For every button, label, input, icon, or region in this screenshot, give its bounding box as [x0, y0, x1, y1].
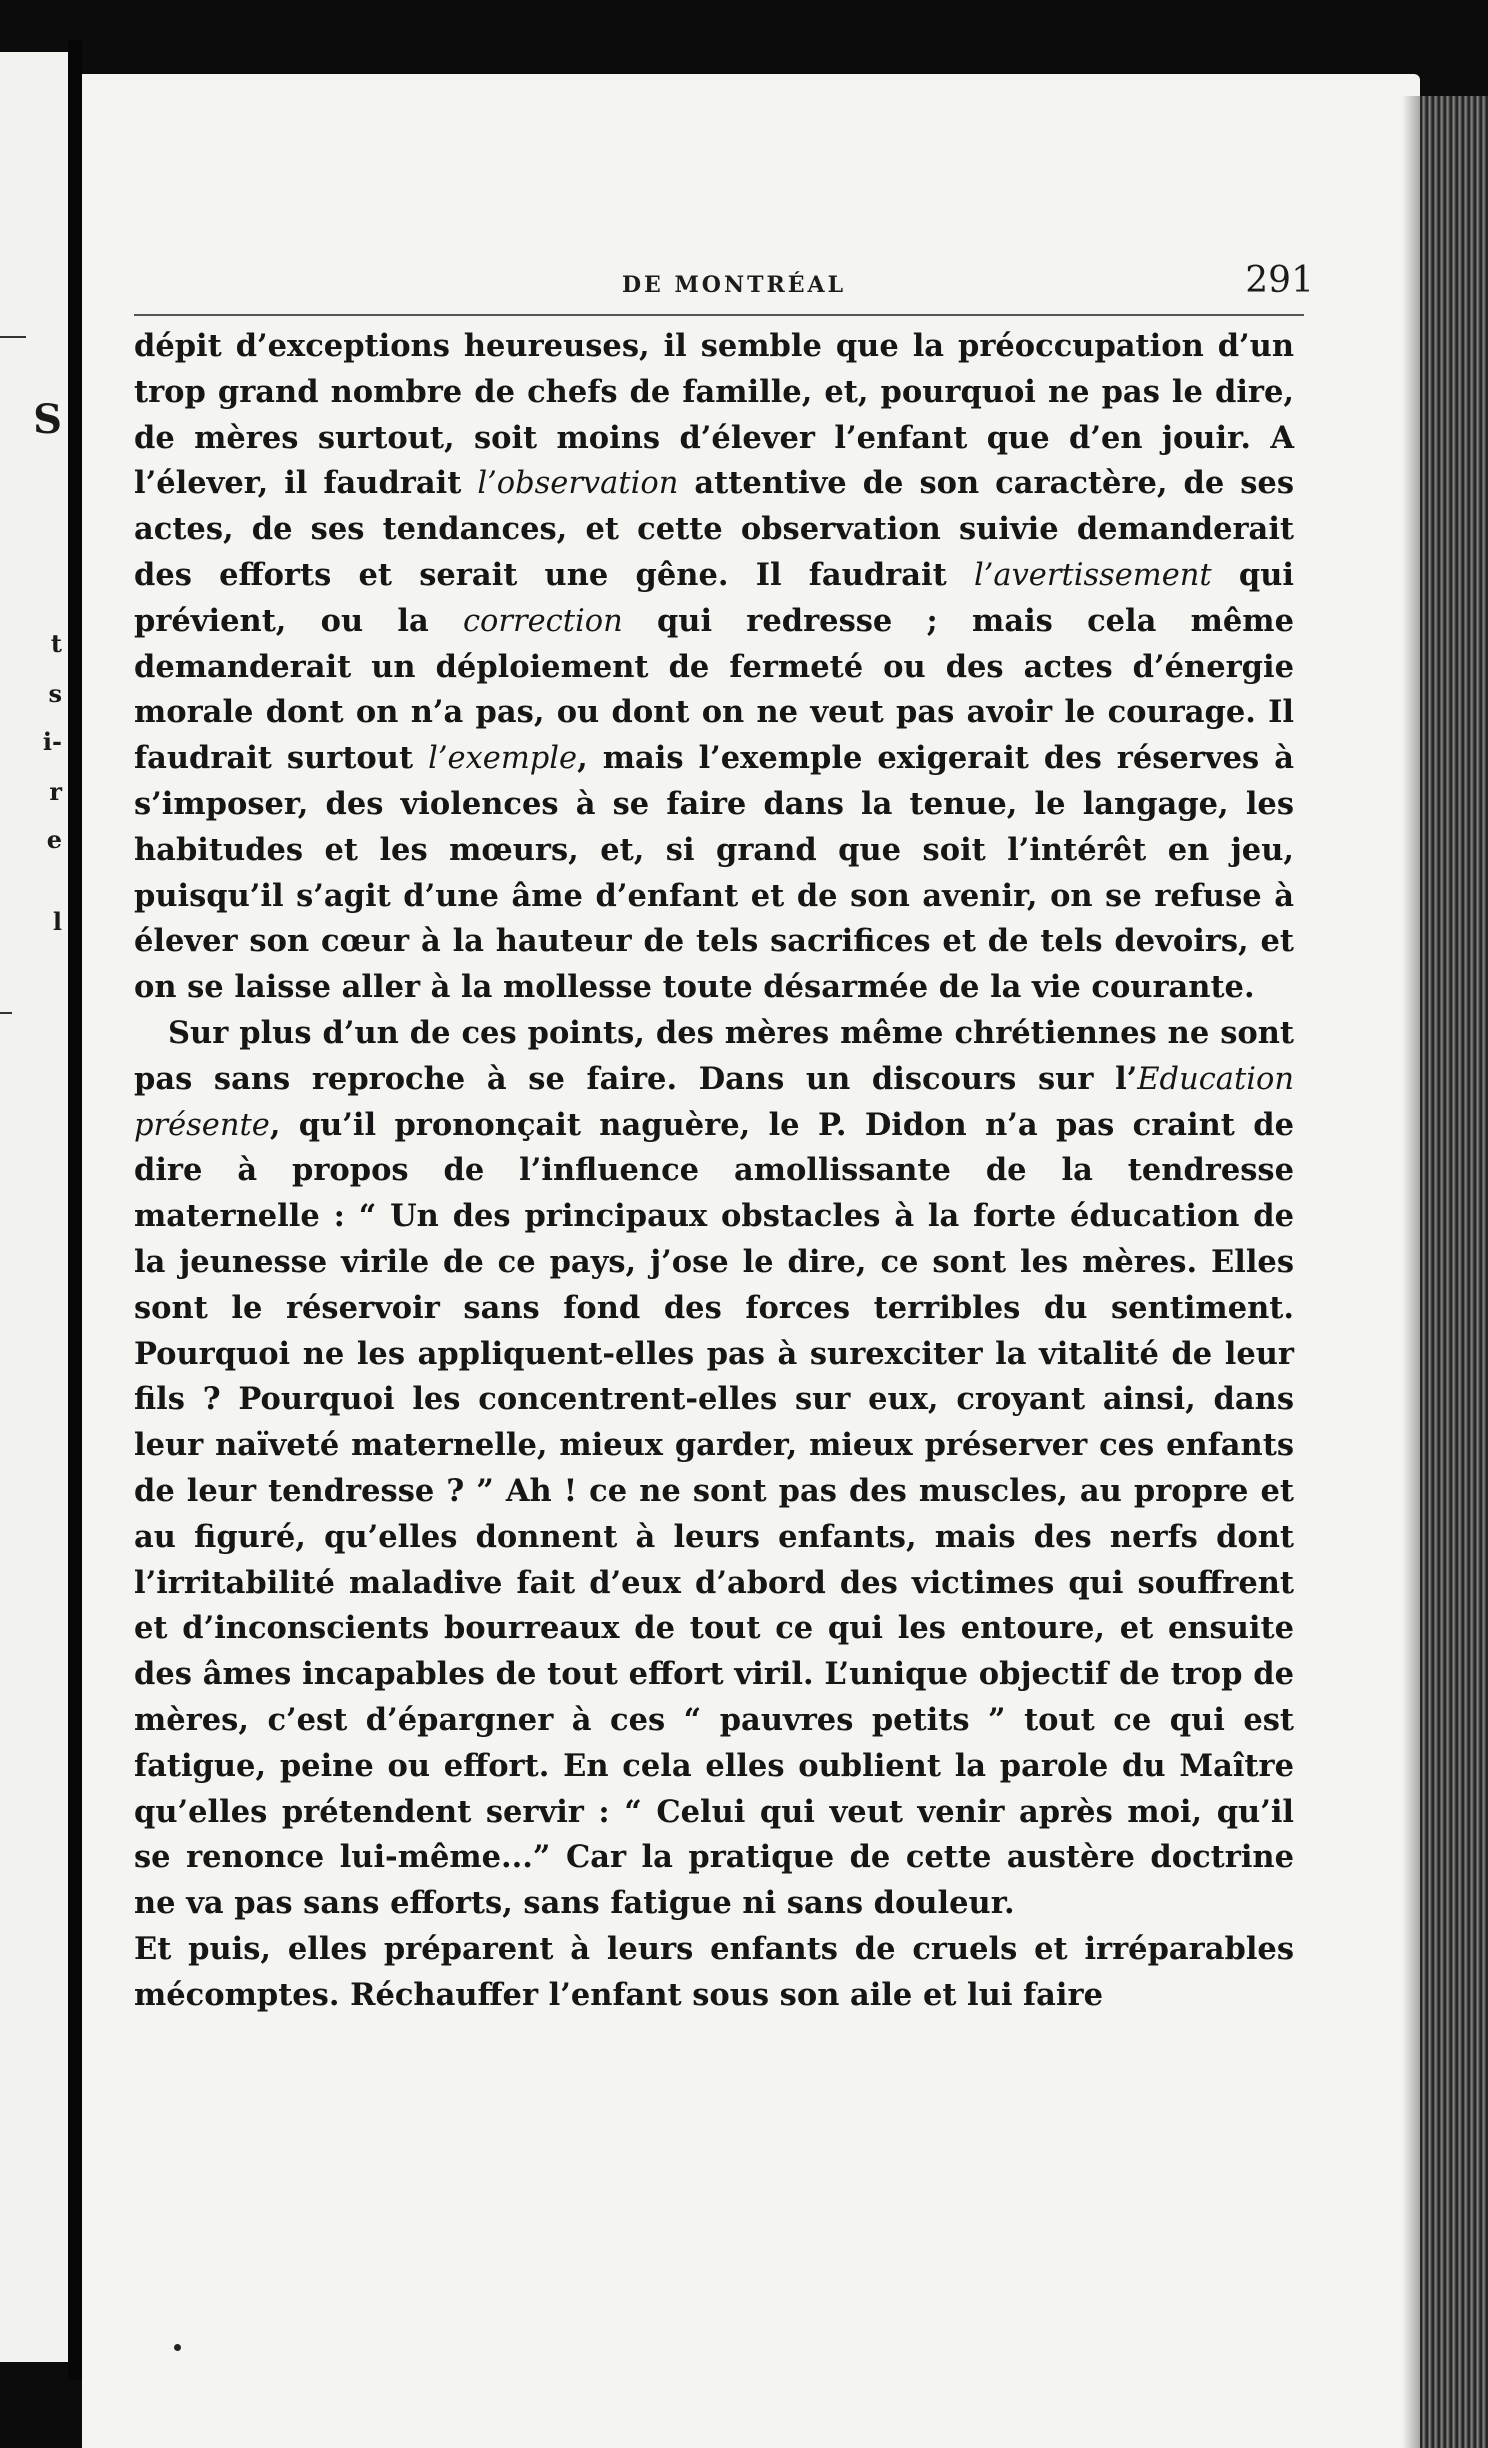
left-fragment-3: s: [48, 679, 62, 708]
italic-phrase: correction: [462, 603, 623, 639]
left-page-fragment: [0, 52, 68, 2362]
text-run: , qu’il prononçait naguère, le P. Didon n’a pas craint de dire à propos de l’influence amollissante de la tendresse maternelle : “ Un des principaux obstacles à la forte éducation de la jeunesse virile de ce pays, j’ose le dire, ce sont les mères. Elles sont le réservoir sans fond des forces terribles du sentiment. Pourquoi ne les appliquent-elles pas à surexciter la vitalité de leur fils ? Pourquoi les concentrent-elles sur eux, croyant ainsi, dans leur naïveté maternelle, mieux garder, mieux préserver ces enfants de leur tendresse ? ” Ah ! ce ne sont pas des muscles, au propre et au figuré, qu’elles donnent à leurs enfants, mais des nerfs dont l’irritabilité maladive fait d’eux d’abord des victimes qui souffrent et d’inconscients bourreaux de tout ce qui les entoure, et ensuite des âmes incapables de tout effort viril. L’unique objectif de trop de mères, c’est d’épargner à ces “ pauvres petits ” tout ce qui est fatigue, peine ou effort. En cela elles oublient la parole du Maître qu’elles prétendent servir : “ Celui qui veut venir après moi, qu’il se renonce lui-même...” Car la pratique de cette austère doctrine ne va pas sans efforts, sans fatigue ni sans douleur.: [134, 1106, 1294, 1922]
running-head: [164, 260, 1314, 312]
left-fragment-2: t: [50, 629, 62, 658]
running-title: DE MONTRÉAL: [621, 272, 847, 298]
text-run: qui redresse ; mais cela même demanderait un déploiement de fermeté ou des actes d’énergie morale dont on n’a pas, ou dont on ne veut pas avoir le courage. Il faudrait surtout: [134, 602, 1294, 777]
italic-phrase: Education présente: [134, 1061, 1294, 1143]
paragraph-2: [134, 1011, 1294, 1927]
paragraph-1: [134, 324, 1294, 1011]
left-fragment-5: r: [49, 777, 62, 806]
text-run: qui prévient, ou la: [134, 556, 1294, 639]
left-page-rule-2: [0, 1012, 12, 1014]
left-fragment-4: i-: [42, 727, 62, 756]
book-gutter: [68, 40, 82, 2380]
book-page: [82, 74, 1420, 2448]
page-number: 291: [1245, 260, 1314, 301]
left-fragment-1: S: [33, 396, 62, 443]
italic-phrase: l’observation: [477, 466, 679, 502]
body-text: [134, 324, 1294, 2018]
text-run: dépit d’exceptions heureuses, il semble que la préoccupation d’un trop grand nombre de chefs de famille, et, pourquoi ne pas le dire, de mères surtout, soit moins d’élever l’enfant que d’en jouir. A l’élever, il faudrait: [134, 328, 1294, 502]
text-run: Sur plus d’un de ces points, des mères même chrétiennes ne sont pas sans reproche à se faire. Dans un discours sur l’: [134, 1014, 1294, 1097]
left-fragment-6: e: [46, 825, 62, 854]
left-fragment-7: l: [52, 907, 62, 936]
text-run: attentive de son caractère, de ses actes, de ses tendances, et cette observation suivie demanderait des efforts et serait une gêne. Il faudrait: [134, 465, 1294, 593]
page-speck: [174, 2344, 181, 2351]
text-run: Et puis, elles préparent à leurs enfants de cruels et irréparables mécomptes. Réchauffer l’enfant sous son aile et lui faire: [134, 1930, 1294, 2013]
italic-phrase: l’avertissement: [973, 557, 1212, 593]
italic-phrase: l’exemple: [428, 741, 578, 777]
paragraph-3: [134, 1927, 1294, 2019]
header-rule: [134, 314, 1304, 316]
left-page-rule: [0, 336, 26, 338]
page-edge-shadow: [1402, 96, 1422, 2448]
book-page-edges: [1420, 96, 1488, 2448]
text-run: , mais l’exemple exigerait des réserves à s’imposer, des violences à se faire dans la tenue, le langage, les habitudes et les mœurs, et, si grand que soit l’intérêt en jeu, puisqu’il s’agit d’une âme d’enfant et de son avenir, on se refuse à élever son cœur à la hauteur de tels sacrifices et de tels devoirs, et on se laisse aller à la mollesse toute désarmée de la vie courante.: [134, 740, 1294, 1006]
